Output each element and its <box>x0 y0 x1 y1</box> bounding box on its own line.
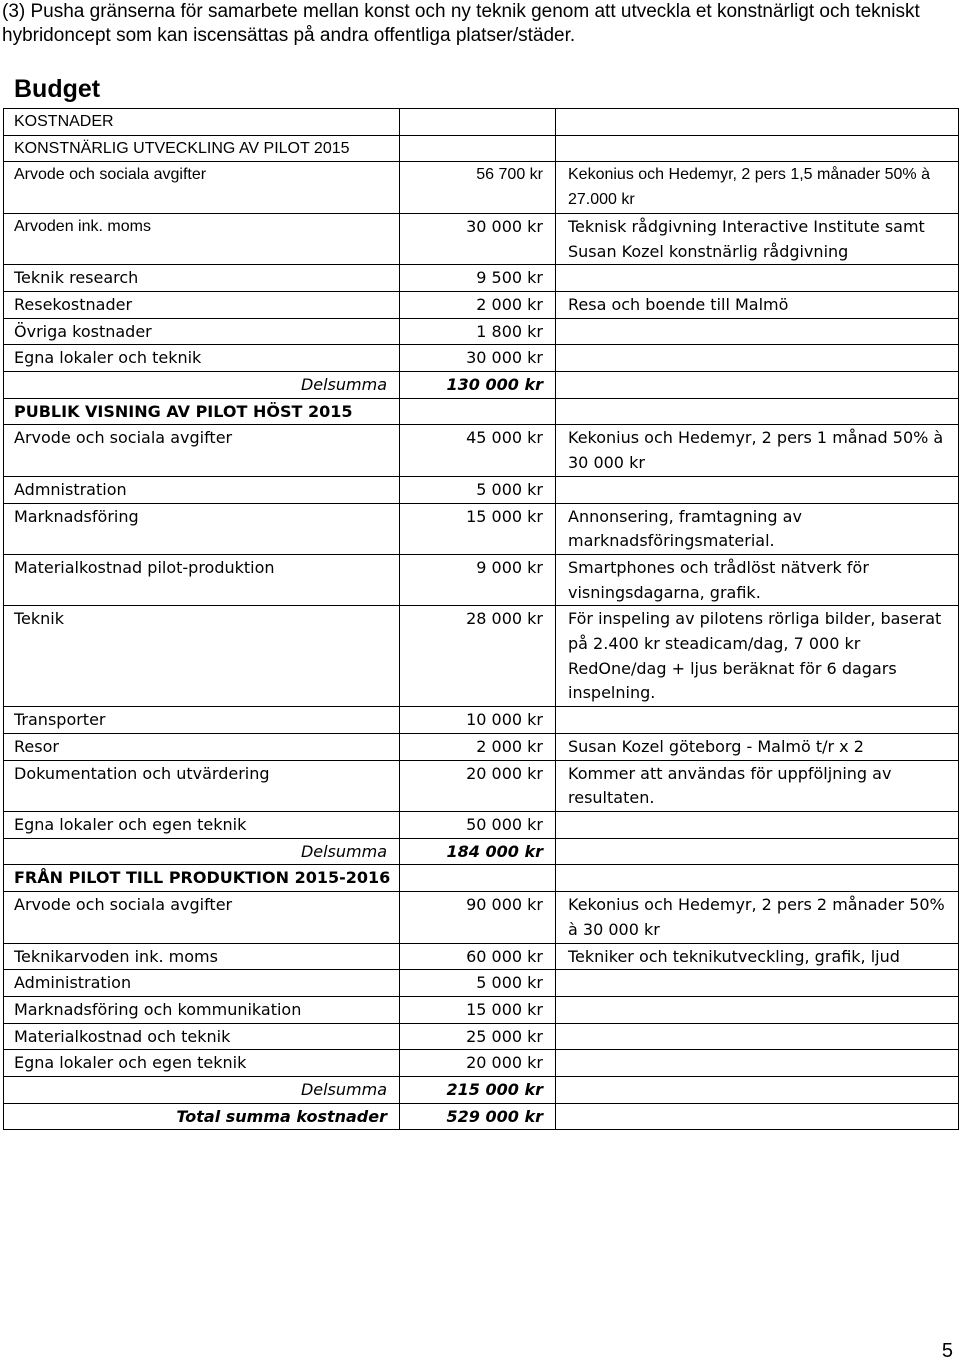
total-amount: 529 000 kr <box>400 1103 556 1130</box>
subtotal-amount: 130 000 kr <box>400 372 556 399</box>
kostnader-header: KOSTNADER <box>4 109 400 136</box>
table-row <box>4 345 959 372</box>
row-note <box>556 318 959 345</box>
table-row <box>4 811 959 838</box>
row-label: Övriga kostnader <box>4 318 400 345</box>
table-row <box>4 554 959 605</box>
row-note <box>556 970 959 997</box>
row-amount: 10 000 kr <box>400 707 556 734</box>
row-amount: 30 000 kr <box>400 213 556 264</box>
row-label: Admnistration <box>4 476 400 503</box>
row-label: Materialkostnad och teknik <box>4 1023 400 1050</box>
table-row <box>4 996 959 1023</box>
table-row <box>4 476 959 503</box>
row-note <box>556 707 959 734</box>
row-note: Kommer att användas för uppföljning av resultaten. <box>556 760 959 811</box>
row-amount: 9 000 kr <box>400 554 556 605</box>
row-label: Arvoden ink. moms <box>4 213 400 264</box>
intro-paragraph: (3) Pusha gränserna för samarbete mellan konst och ny teknik genom att utveckla et konstnärligt och tekniskt hybridoncept som kan iscensättas på andra offentliga platser/städer. <box>2 1 920 46</box>
row-label: Marknadsföring och kommunikation <box>4 996 400 1023</box>
row-note: Kekonius och Hedemyr, 2 pers 1 månad 50% à 30 000 kr <box>556 425 959 476</box>
row-amount: 15 000 kr <box>400 996 556 1023</box>
section-header-row <box>4 398 959 425</box>
row-note: Kekonius och Hedemyr, 2 pers 2 månader 50% à 30 000 kr <box>556 892 959 943</box>
row-note <box>556 1023 959 1050</box>
row-note <box>556 1050 959 1077</box>
row-note: Kekonius och Hedemyr, 2 pers 1,5 månader 50% à 27.000 kr <box>556 162 959 213</box>
table-row <box>4 425 959 476</box>
row-label: Teknik research <box>4 265 400 292</box>
table-row <box>4 213 959 264</box>
row-amount: 60 000 kr <box>400 943 556 970</box>
subtotal-amount: 184 000 kr <box>400 838 556 865</box>
row-label: Resor <box>4 733 400 760</box>
section-title: FRÅN PILOT TILL PRODUKTION 2015-2016 <box>4 865 400 892</box>
table-row <box>4 1023 959 1050</box>
row-note <box>556 996 959 1023</box>
row-amount: 20 000 kr <box>400 760 556 811</box>
row-note: Tekniker och teknikutveckling, grafik, ljud <box>556 943 959 970</box>
table-header-row <box>4 135 959 162</box>
table-row <box>4 970 959 997</box>
row-amount: 45 000 kr <box>400 425 556 476</box>
row-amount: 2 000 kr <box>400 733 556 760</box>
table-row <box>4 606 959 707</box>
budget-table <box>3 108 959 1130</box>
section-title: KONSTNÄRLIG UTVECKLING AV PILOT 2015 <box>4 135 400 162</box>
row-note <box>556 345 959 372</box>
row-amount: 56 700 kr <box>400 162 556 213</box>
row-note <box>556 811 959 838</box>
row-note: Smartphones och trådlöst nätverk för visningsdagarna, grafik. <box>556 554 959 605</box>
total-row <box>4 1103 959 1130</box>
subtotal-label: Delsumma <box>4 372 400 399</box>
row-label: Egna lokaler och egen teknik <box>4 811 400 838</box>
row-label: Administration <box>4 970 400 997</box>
row-label: Materialkostnad pilot-produktion <box>4 554 400 605</box>
subtotal-amount: 215 000 kr <box>400 1077 556 1104</box>
row-label: Egna lokaler och teknik <box>4 345 400 372</box>
row-note: Resa och boende till Malmö <box>556 291 959 318</box>
row-note: Teknisk rådgivning Interactive Institute samt Susan Kozel konstnärlig rådgivning <box>556 213 959 264</box>
table-row <box>4 707 959 734</box>
table-row <box>4 1050 959 1077</box>
row-note <box>556 265 959 292</box>
subtotal-row <box>4 372 959 399</box>
subtotal-row <box>4 838 959 865</box>
total-label: Total summa kostnader <box>4 1103 400 1130</box>
row-label: Egna lokaler och egen teknik <box>4 1050 400 1077</box>
row-amount: 5 000 kr <box>400 476 556 503</box>
row-note: För inspeling av pilotens rörliga bilder, baserat på 2.400 kr steadicam/dag, 7 000 kr RedOne/dag + ljus beräknat för 6 dagars inspelning. <box>556 606 959 707</box>
table-row <box>4 162 959 213</box>
row-amount: 2 000 kr <box>400 291 556 318</box>
section-header-row <box>4 865 959 892</box>
table-row <box>4 503 959 554</box>
table-row <box>4 733 959 760</box>
row-amount: 20 000 kr <box>400 1050 556 1077</box>
row-amount: 9 500 kr <box>400 265 556 292</box>
row-amount: 50 000 kr <box>400 811 556 838</box>
row-amount: 90 000 kr <box>400 892 556 943</box>
row-note <box>556 476 959 503</box>
row-amount: 5 000 kr <box>400 970 556 997</box>
budget-heading: Budget <box>14 75 101 103</box>
table-header-row <box>4 109 959 136</box>
row-label: Teknik <box>4 606 400 707</box>
table-row <box>4 265 959 292</box>
table-row <box>4 892 959 943</box>
row-note: Annonsering, framtagning av marknadsföringsmaterial. <box>556 503 959 554</box>
row-label: Resekostnader <box>4 291 400 318</box>
row-amount: 1 800 kr <box>400 318 556 345</box>
row-label: Arvode och sociala avgifter <box>4 892 400 943</box>
row-amount: 28 000 kr <box>400 606 556 707</box>
row-label: Marknadsföring <box>4 503 400 554</box>
table-row <box>4 318 959 345</box>
row-label: Dokumentation och utvärdering <box>4 760 400 811</box>
subtotal-label: Delsumma <box>4 838 400 865</box>
table-row <box>4 943 959 970</box>
subtotal-row <box>4 1077 959 1104</box>
table-row <box>4 291 959 318</box>
section-title: PUBLIK VISNING AV PILOT HÖST 2015 <box>4 398 400 425</box>
row-label: Transporter <box>4 707 400 734</box>
row-amount: 15 000 kr <box>400 503 556 554</box>
row-label: Arvode och sociala avgifter <box>4 425 400 476</box>
row-amount: 25 000 kr <box>400 1023 556 1050</box>
table-row <box>4 760 959 811</box>
page-number: 5 <box>941 1340 953 1362</box>
row-amount: 30 000 kr <box>400 345 556 372</box>
row-label: Teknikarvoden ink. moms <box>4 943 400 970</box>
row-label: Arvode och sociala avgifter <box>4 162 400 213</box>
row-note: Susan Kozel göteborg - Malmö t/r x 2 <box>556 733 959 760</box>
subtotal-label: Delsumma <box>4 1077 400 1104</box>
